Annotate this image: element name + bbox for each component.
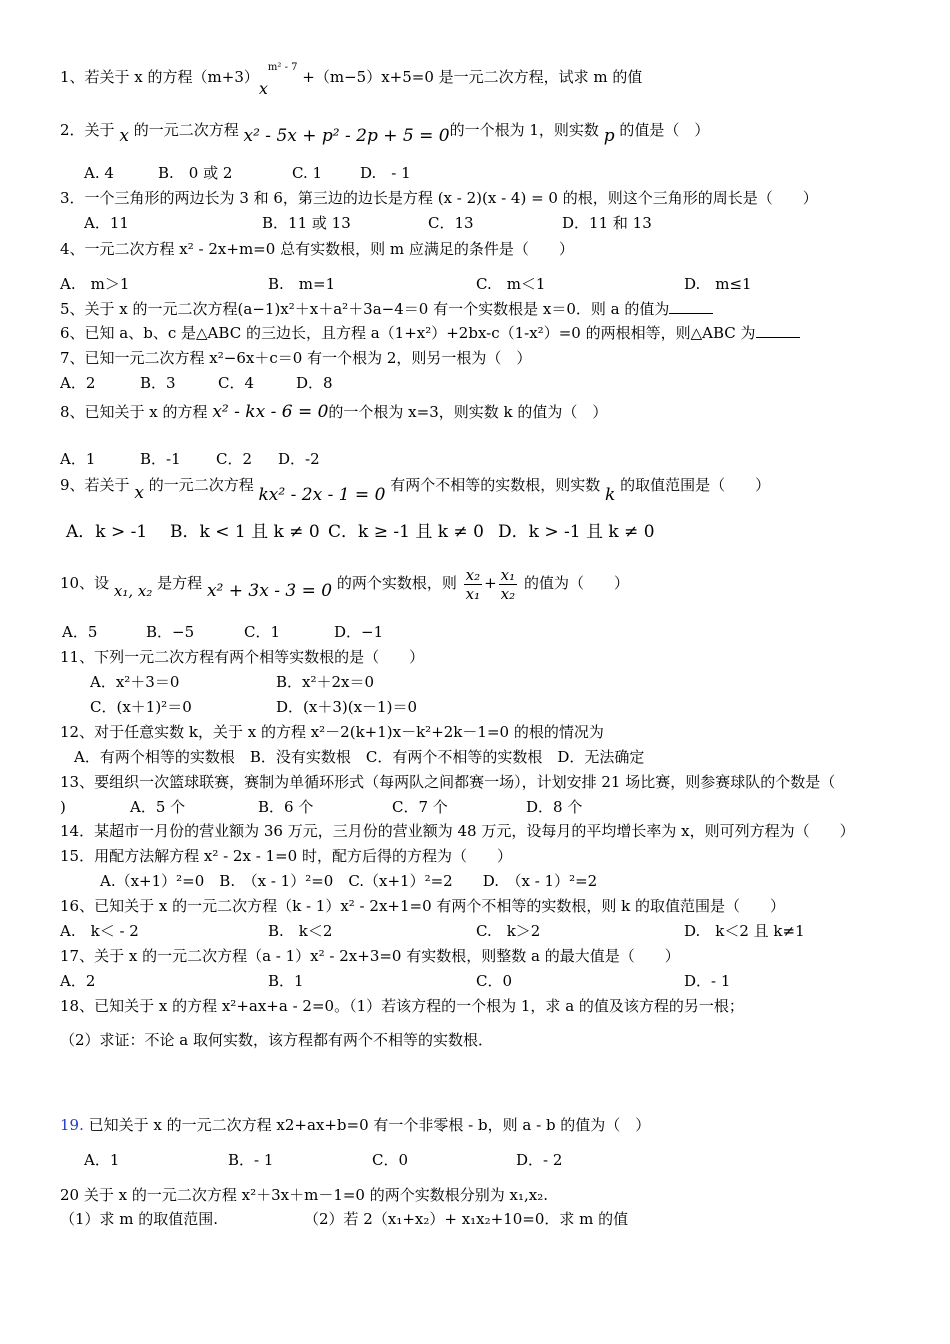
q8-equation: x² - kx - 6 = 0 bbox=[212, 402, 329, 422]
q10-plus: + bbox=[484, 574, 497, 592]
q8-prefix: 8、已知关于 x 的方程 bbox=[60, 403, 208, 421]
q11-option-d: D．(x＋3)(x－1)＝0 bbox=[276, 698, 417, 716]
q4-option-c: C. m＜1 bbox=[476, 275, 546, 293]
q10-option-d: D．−1 bbox=[334, 623, 384, 641]
q3-option-c: C．13 bbox=[428, 214, 474, 232]
q7-option-b: B．3 bbox=[140, 374, 176, 392]
q19-number: 19. bbox=[60, 1116, 84, 1134]
q12-options: A．有两个相等的实数根 B．没有实数根 C．有两个不相等的实数根 D．无法确定 bbox=[74, 748, 645, 766]
q3-option-d: D．11 和 13 bbox=[562, 214, 652, 232]
q13-option-c: C．7 个 bbox=[392, 798, 448, 816]
q10-vars: x₁, x₂ bbox=[113, 582, 153, 600]
question-9 bbox=[60, 473, 910, 505]
q13-paren-close: ) bbox=[60, 798, 66, 816]
q10-f2-numerator: x₁ bbox=[500, 565, 516, 584]
q2-equation: x² - 5x + p² - 2p + 5 = 0 bbox=[243, 126, 450, 146]
q13-option-a: A．5 个 bbox=[130, 798, 186, 816]
q10-f2-denominator: x₂ bbox=[500, 584, 516, 603]
q7-option-d: D．8 bbox=[296, 374, 333, 392]
q9-option-c: C．k ≥ -1 且 k ≠ 0 bbox=[328, 522, 484, 542]
q9-equation: kx² - 2x - 1 = 0 bbox=[258, 485, 386, 505]
question-14: 14．某超市一月份的营业额为 36 万元，三月份的营业额为 48 万元，设每月的平均增长率为 x，则可列方程为（ ） bbox=[60, 822, 855, 840]
q7-option-c: C．4 bbox=[218, 374, 255, 392]
q17-option-d: D．- 1 bbox=[684, 972, 731, 990]
q19-option-a: A．1 bbox=[84, 1151, 120, 1169]
q6-text: 6、已知 a、b、c 是△ABC 的三边长，且方程 a（1+x²）+2bx-c（1-x²）=0 的两根相等，则△ABC 为 bbox=[60, 324, 756, 342]
question-8 bbox=[60, 402, 910, 422]
q1-exponent: m² - 7 bbox=[267, 62, 298, 73]
q9-var-x: x bbox=[134, 483, 144, 503]
q10-f1-denominator: x₁ bbox=[465, 584, 481, 603]
q10-prefix: 10、设 bbox=[60, 574, 110, 592]
q2-option-b: B. 0 或 2 bbox=[158, 164, 233, 182]
question-6 bbox=[60, 323, 910, 343]
q10-f1-numerator: x₂ bbox=[465, 565, 481, 584]
q16-option-b: B. k＜2 bbox=[268, 922, 333, 940]
question-20: 20 关于 x 的一元二次方程 x²＋3x＋m－1=0 的两个实数根分别为 x₁,x₂. bbox=[60, 1186, 548, 1204]
q2-option-d: D. - 1 bbox=[360, 164, 411, 182]
question-5 bbox=[60, 299, 910, 319]
q10-mid2: 的两个实数根，则 bbox=[336, 574, 457, 592]
question-12: 12、对于任意实数 k，关于 x 的方程 x²－2(k+1)x－k²+2k－1=0 的根的情况为 bbox=[60, 723, 604, 741]
q16-option-c: C. k＞2 bbox=[476, 922, 541, 940]
q2-var-p: p bbox=[603, 126, 615, 146]
q10-fraction-2 bbox=[499, 566, 517, 603]
q7-option-a: A．2 bbox=[60, 374, 96, 392]
q5-text: 5、关于 x 的一元二次方程(a−1)x²＋x＋a²＋3a−4＝0 有一个实数根是 x＝0．则 a 的值为 bbox=[60, 300, 670, 318]
q6-answer-blank[interactable] bbox=[756, 323, 800, 338]
q1-base: x bbox=[258, 79, 268, 98]
q4-option-d: D. m≤1 bbox=[684, 275, 752, 293]
q2-prefix: 2．关于 bbox=[60, 121, 115, 139]
q19-text: 已知关于 x 的一元二次方程 x2+ax+b=0 有一个非零根 - b，则 a - b 的值为（ ） bbox=[83, 1116, 651, 1134]
q10-equation: x² + 3x - 3 = 0 bbox=[206, 581, 333, 601]
q19-option-b: B．- 1 bbox=[228, 1151, 274, 1169]
q3-option-b: B．11 或 13 bbox=[262, 214, 351, 232]
q9-mid2: 有两个不相等的实数根，则实数 bbox=[390, 476, 601, 494]
q1-suffix: +（m−5）x+5=0 是一元二次方程，试求 m 的值 bbox=[302, 68, 643, 86]
q16-option-d: D. k＜2 且 k≠1 bbox=[684, 922, 805, 940]
q19-option-d: D．- 2 bbox=[516, 1151, 563, 1169]
question-18: 18、已知关于 x 的方程 x²+ax+a - 2=0。（1）若该方程的一个根为 1，求 a 的值及该方程的另一根； bbox=[60, 997, 744, 1015]
q19-option-c: C．0 bbox=[372, 1151, 409, 1169]
question-11: 11、下列一元二次方程有两个相等实数根的是（ ） bbox=[60, 648, 425, 666]
q1-prefix: 1、若关于 x 的方程（m+3） bbox=[60, 68, 259, 86]
q10-fraction-1 bbox=[464, 566, 482, 603]
q2-option-a: A. 4 bbox=[84, 164, 114, 182]
q13-option-b: B．6 个 bbox=[258, 798, 314, 816]
q2-var-x: x bbox=[119, 126, 129, 146]
q17-option-c: C．0 bbox=[476, 972, 513, 990]
q10-option-a: A．5 bbox=[62, 623, 98, 641]
question-10 bbox=[60, 563, 910, 609]
q2-mid2: 的一个根为 1，则实数 bbox=[449, 121, 599, 139]
q8-option-a: A．1 bbox=[60, 450, 96, 468]
q10-suffix: 的值为（ ） bbox=[523, 574, 629, 592]
question-13: 13、要组织一次篮球联赛，赛制为单循环形式（每两队之间都赛一场），计划安排 21 场比赛，则参赛球队的个数是（ bbox=[60, 773, 836, 791]
q2-suffix: 的值是（ ） bbox=[619, 121, 710, 139]
q5-answer-blank[interactable] bbox=[669, 299, 713, 314]
question-7: 7、已知一元二次方程 x²−6x＋c＝0 有一个根为 2，则另一根为（ ） bbox=[60, 349, 532, 367]
question-1 bbox=[60, 62, 910, 98]
q9-var-k: k bbox=[604, 485, 616, 505]
q10-mid: 是方程 bbox=[157, 574, 203, 592]
question-3: 3．一个三角形的两边长为 3 和 6，第三边的边长是方程 (x - 2)(x - 4) = 0 的根，则这个三角形的周长是（ ） bbox=[60, 189, 818, 207]
q20-part-1: （1）求 m 的取值范围. bbox=[60, 1210, 219, 1228]
q8-option-d: D．-2 bbox=[278, 450, 320, 468]
q20-part-2: （2）若 2（x₁+x₂）+ x₁x₂+10=0．求 m 的值 bbox=[304, 1210, 629, 1228]
q17-option-b: B．1 bbox=[268, 972, 304, 990]
question-4: 4、一元二次方程 x² - 2x+m=0 总有实数根，则 m 应满足的条件是（ ） bbox=[60, 240, 574, 258]
q8-option-c: C．2 bbox=[216, 450, 253, 468]
q9-mid: 的一元二次方程 bbox=[148, 476, 254, 494]
question-17: 17、关于 x 的一元二次方程（a - 1）x² - 2x+3=0 有实数根，则整数 a 的最大值是（ ） bbox=[60, 947, 680, 965]
question-18-part-2: （2）求证：不论 a 取何实数，该方程都有两个不相等的实数根． bbox=[60, 1031, 494, 1049]
q8-option-b: B．-1 bbox=[140, 450, 181, 468]
q4-option-b: B. m=1 bbox=[268, 275, 336, 293]
q15-options: A.（x+1）²=0 B. （x - 1）²=0 C.（x+1）²=2 D. （x - 1）²=2 bbox=[100, 872, 598, 890]
q17-option-a: A．2 bbox=[60, 972, 96, 990]
q9-option-d: D．k > -1 且 k ≠ 0 bbox=[498, 522, 655, 542]
q9-prefix: 9、若关于 bbox=[60, 476, 130, 494]
question-15: 15．用配方法解方程 x² - 2x - 1=0 时，配方后得的方程为（ ） bbox=[60, 847, 512, 865]
q11-option-b: B．x²＋2x＝0 bbox=[276, 673, 375, 691]
q9-option-a: A．k > -1 bbox=[66, 522, 148, 542]
q11-option-a: A．x²＋3＝0 bbox=[90, 673, 180, 691]
q3-option-a: A．11 bbox=[84, 214, 129, 232]
q10-option-c: C．1 bbox=[244, 623, 281, 641]
q13-option-d: D．8 个 bbox=[526, 798, 583, 816]
q10-option-b: B．−5 bbox=[146, 623, 195, 641]
q8-suffix: 的一个根为 x=3，则实数 k 的值为（ ） bbox=[328, 403, 608, 421]
q4-option-a: A. m＞1 bbox=[60, 275, 130, 293]
q2-option-c: C. 1 bbox=[292, 164, 323, 182]
question-2 bbox=[60, 118, 910, 146]
q9-suffix: 的取值范围是（ ） bbox=[620, 476, 771, 494]
question-19 bbox=[60, 1115, 910, 1135]
q9-option-b: B．k < 1 且 k ≠ 0 bbox=[170, 522, 320, 542]
q16-option-a: A. k＜ - 2 bbox=[60, 922, 139, 940]
q11-option-c: C．(x＋1)²＝0 bbox=[90, 698, 192, 716]
question-16: 16、已知关于 x 的一元二次方程（k - 1）x² - 2x+1=0 有两个不相等的实数根，则 k 的取值范围是（ ） bbox=[60, 897, 786, 915]
q2-mid: 的一元二次方程 bbox=[133, 121, 239, 139]
